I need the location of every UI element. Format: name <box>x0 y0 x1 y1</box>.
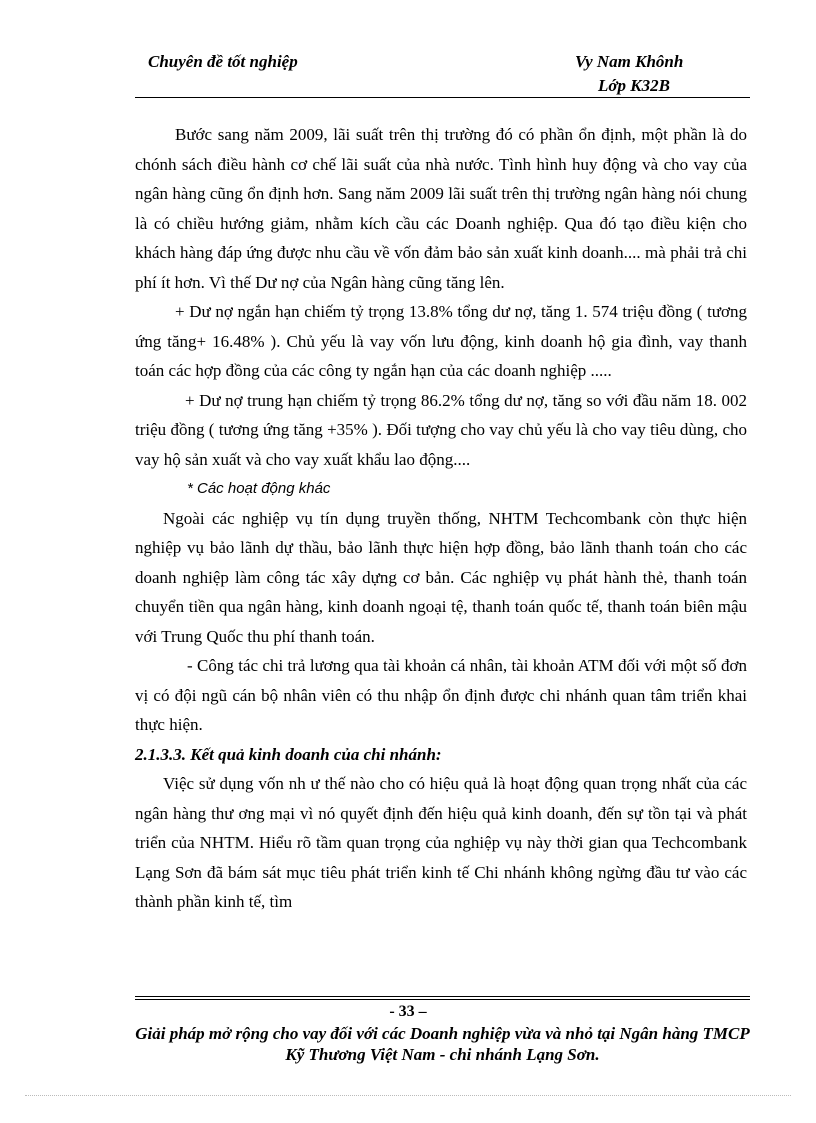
paragraph-other-services: Ngoài các nghiệp vụ tín dụng truyền thống, NHTM Techcombank còn thực hiện nghiệp vụ bảo lãnh dự thầu, bảo lãnh thực hiện hợp đồng, bảo lãnh thanh toán cho các doanh nghiệp làm công tác xây dựng cơ bản. Các nghiệp vụ phát hành thẻ, thanh toán chuyển tiền qua ngân hàng, kinh doanh ngoại tệ, thanh toán quốc tế, thanh toán biên mậu với Trung Quốc thu phí thanh toán. <box>135 508 747 646</box>
footer-thesis-title: Giải pháp mở rộng cho vay đối với các Doanh nghiệp vừa và nhỏ tại Ngân hàng TMCP Kỹ Thương Việt Nam - chi nhánh Lạng Sơn. <box>135 1024 750 1064</box>
page-number: - 33 – <box>389 1003 427 1020</box>
footer-divider-top <box>135 996 750 997</box>
subheading-other-activities: * Các hoạt động khác <box>187 480 331 497</box>
section-heading: 2.1.3.3. Kết quả kinh doanh của chi nhánh: <box>135 744 442 764</box>
page-edge-dotted-line <box>25 1095 791 1096</box>
header-divider <box>135 97 750 98</box>
paragraph-business-results: Việc sử dụng vốn nh ư thế nào cho có hiệu quả là hoạt động quan trọng nhất của các ngân hàng thư ơng mại vì nó quyết định đến hiệu quả kinh doanh, đến sự tồn tại và phát triển của NHTM. Hiểu rõ tầm quan trọng của nghiệp vụ này thời gian qua Techcombank Lạng Sơn đã bám sát mục tiêu phát triển kinh tế Chi nhánh không ngừng đầu tư vào các thành phần kinh tế, tìm <box>135 774 747 911</box>
paragraph-medium-term-debt: + Dư nợ trung hạn chiếm tỷ trọng 86.2% tổng dư nợ, tăng so với đầu năm 18. 002 triệu đồng ( tương ứng tăng +35% ). Đối tượng cho vay chủ yếu là cho vay tiêu dùng, cho vay hộ sản xuất và cho vay xuất khẩu lao động.... <box>135 390 747 469</box>
footer-divider-bottom <box>135 999 750 1000</box>
header-author: Vy Nam Khônh <box>575 52 684 71</box>
document-body <box>135 120 747 917</box>
paragraph-interest-rate: Bước sang năm 2009, lãi suất trên thị trường đó có phần ổn định, một phần là do chónh sách điều hành cơ chế lãi suất của nhà nước. Tình hình huy động và cho vay của ngân hàng cũng ổn định hơn. Sang năm 2009 lãi suất trên thị trường ngân hàng nói chung là có chiều hướng giảm, nhằm kích cầu các Doanh nghiệp. Qua đó tạo điều kiện cho khách hàng đáp ứng được nhu cầu về vốn đảm bảo sản xuất kinh doanh.... mà phải trả chi phí ít hơn. Vì thế Dư nợ của Ngân hàng cũng tăng lên. <box>135 125 747 292</box>
paragraph-payroll: - Công tác chi trả lương qua tài khoản cá nhân, tài khoản ATM đối với một số đơn vị có đội ngũ cán bộ nhân viên có thu nhập ổn định được chi nhánh quan tâm triển khai thực hiện. <box>135 656 747 734</box>
header-class: Lớp K32B <box>598 76 670 95</box>
paragraph-short-term-debt: + Dư nợ ngắn hạn chiếm tỷ trọng 13.8% tổng dư nợ, tăng 1. 574 triệu đồng ( tương ứng tăng+ 16.48% ). Chủ yếu là vay vốn lưu động, kinh doanh hộ gia đình, vay thanh toán các hợp đồng của các công ty ngắn hạn của các doanh nghiệp ..... <box>135 302 747 380</box>
header-document-type: Chuyên đề tốt nghiệp <box>148 52 298 71</box>
